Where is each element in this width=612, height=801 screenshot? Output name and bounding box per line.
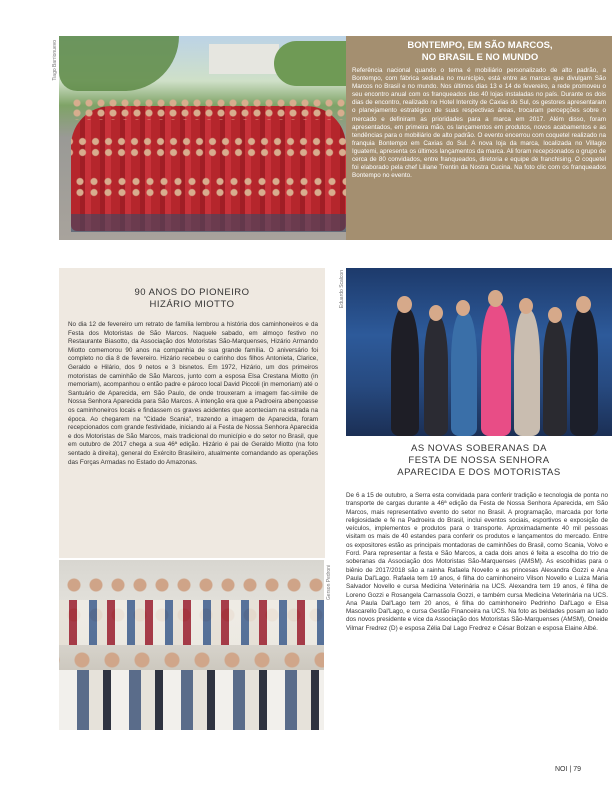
soberanas-headline-line2: FESTA DE NOSSA SENHORA [408, 455, 550, 466]
page-number: 79 [573, 766, 581, 773]
miotto-body-text: No dia 12 de fevereiro um retrato de família lembrou a história dos caminhoneiros e da Festa dos Motoristas de São Marcos. Naquele sabado, em almoço festivo no Restaurante Biasotto, da Associação dos Motoristas São-Marquenses, Hizário Armando Miotto comemorou 90 anos na companhia de sua grande família. O aniversário foi completo no dia 8 de fevereiro. Hizário recebeu o carinho dos filhos Antonieta, Clarice, Geraldo e Hilário, dos 9 netos e 3 bisnetos. Em 1972, Hizário, um dos primeiros motoristas de caminhão de São Marcos, junto com a esposa Elsa Crestana Miotto (in memoriam), acompanhou o então padre e pároco local David Piccoli (in memoriam) até o Santuário de Aparecida, em São Paulo, de onde trouxeram a imagem fac-símile de Nossa Senhora Aparecida para São Marcos. A intenção era que a Padroeira abençoasse os caminhoneiros locais e findassem os graves acidentes que aconteciam na estrada na época. Ao chegarem na "Cidade Scania", trazendo a imagem de Aparecida, foram recepcionados com grande festividade, iniciando aí a Festa de Nossa Senhora Aparecida e dos Motoristas de São Marcos, mais tradicional do município e do setor no Brasil, que em outubro de 2017 chega a sua 46ª edição. Hizário é pai de Geraldo Miotto (na foto sentado à direita), general do Exército Brasileiro, atualmente comandando as operações das Forças Armadas no Estado do Amazonas. [68, 321, 318, 466]
miotto-headline-line2: HIZÁRIO MIOTTO [149, 299, 235, 310]
miotto-headline-line1: 90 ANOS DO PIONEIRO [134, 287, 250, 298]
page-footer [555, 766, 581, 773]
bontempo-headline-line2: NO BRASIL E NO MUNDO [421, 52, 539, 63]
photo-credit-queens: Eduardo Scalcon [339, 270, 345, 309]
photo-credit-family: Gerson Pedroni [326, 565, 332, 601]
magazine-name: NOI [555, 766, 568, 773]
miotto-family-photo [59, 560, 324, 730]
bontempo-body-text: Referência nacional quando o tema é mobiliário personalizado de alto padrão, a Bontempo, com fábrica sediada no município, está entre as marcas que divulgam São Marcos no Brasil e no mundo. Nos últimos dias 13 e 14 de fevereiro, a rede promoveu o seu encontro anual com os franqueados das 40 lojas instaladas no país. Durante os dois dias de encontro, realizado no Hotel Intercity de Caxias do Sul, os gestores apresentaram o planejamento estratégico de suas respectivas áreas, trocaram percepções sobre o mercado e definiram as prioridades para a marca em 2017. Além disso, foram apresentados, em primeira mão, os lançamentos em produtos, novos acabamentos e as tendências para o mobiliário de alto padrão. O evento encerrou com coquetel realizado na franquia Bontempo em Caxias do Sul. A nova loja da marca, localizada no Villagio Iguatemi, apresenta os últimos lançamentos da marca. Ali foram recepcionados o grupo de cerca de 80 convidados, entre franqueados, diretoria e equipe de franchising. O coquetel foi elaborado pela chef Liliane Trentin da Nostra Cucina. Na foto clic com os franqueados Bontempo no evento. [352, 67, 606, 180]
soberanas-headline-line1: AS NOVAS SOBERANAS DA [411, 443, 547, 454]
miotto-headline [59, 287, 325, 311]
footer-separator: | [569, 766, 572, 773]
soberanas-body-text: De 6 a 15 de outubro, a Serra esta convidada para conferir tradição e tecnologia de ponta no transporte de cargas durante a 46ª edição da Festa de Nossa Senhora Aparecida, em São Marcos, mais representativo evento do setor no Brasil. A programação, marcada por forte religiosidade e fé na Padroeira do Brasil, inclui eventos sociais, esportivos e exposição de veículos, implementos e produtos para o transporte. Aproximadamente 40 mil pessoas visitam os mais de 40 estandes para conferir os produtos e lançamentos do mercado. Entre os expositores estão as principais montadoras de caminhões do Brasil, como Scania, Volvo e Ford. Para representar a festa e São Marcos, a cada dois anos é feita a escolha do trio de soberanas da Associação dos Motoristas São-Marquenses (AMSM). As escolhidas para o biênio de 2017/2018 são a rainha Rafaela Novello e as princesas Alexandra Gozzi e Ana Paula Dal'Lago. Rafaela tem 19 anos, é filha do caminhoneiro Vilson Novello e Luiza Maria Salvador Novello e cursa Medicina Veterinária na UCS. Alexandra tem 19 anos, é filha de Loreno Gozzi e Rosangela Carnassola Gozzi, e também cursa Medicina Veterinária na UCS. Ana Paula Dal'Lago tem 20 anos, é filha do caminhoneiro Pedrinho Dal'Lago e Elsa Mascarello Dal'Lago, e cursa Gestão Financeira na UCS. Na foto as beldades posam ao lado dos novos presidente e vice da Associação dos Motoristas São-Marquenses (AMSM), Oneide Vilmar Fredrez (D) e esposa Zélia Dal Lago Fredrez e César Bolzan e esposa Elaine Albé. [346, 492, 608, 632]
soberanas-headline-line3: APARECIDA E DOS MOTORISTAS [397, 467, 561, 478]
photo-credit-top: Tiago Barrionuevo [52, 40, 58, 81]
soberanas-headline [346, 443, 612, 479]
soberanas-photo [346, 268, 612, 436]
bontempo-group-photo [59, 36, 346, 240]
bontempo-headline [352, 40, 608, 64]
bontempo-headline-line1: BONTEMPO, EM SÃO MARCOS, [407, 40, 553, 51]
